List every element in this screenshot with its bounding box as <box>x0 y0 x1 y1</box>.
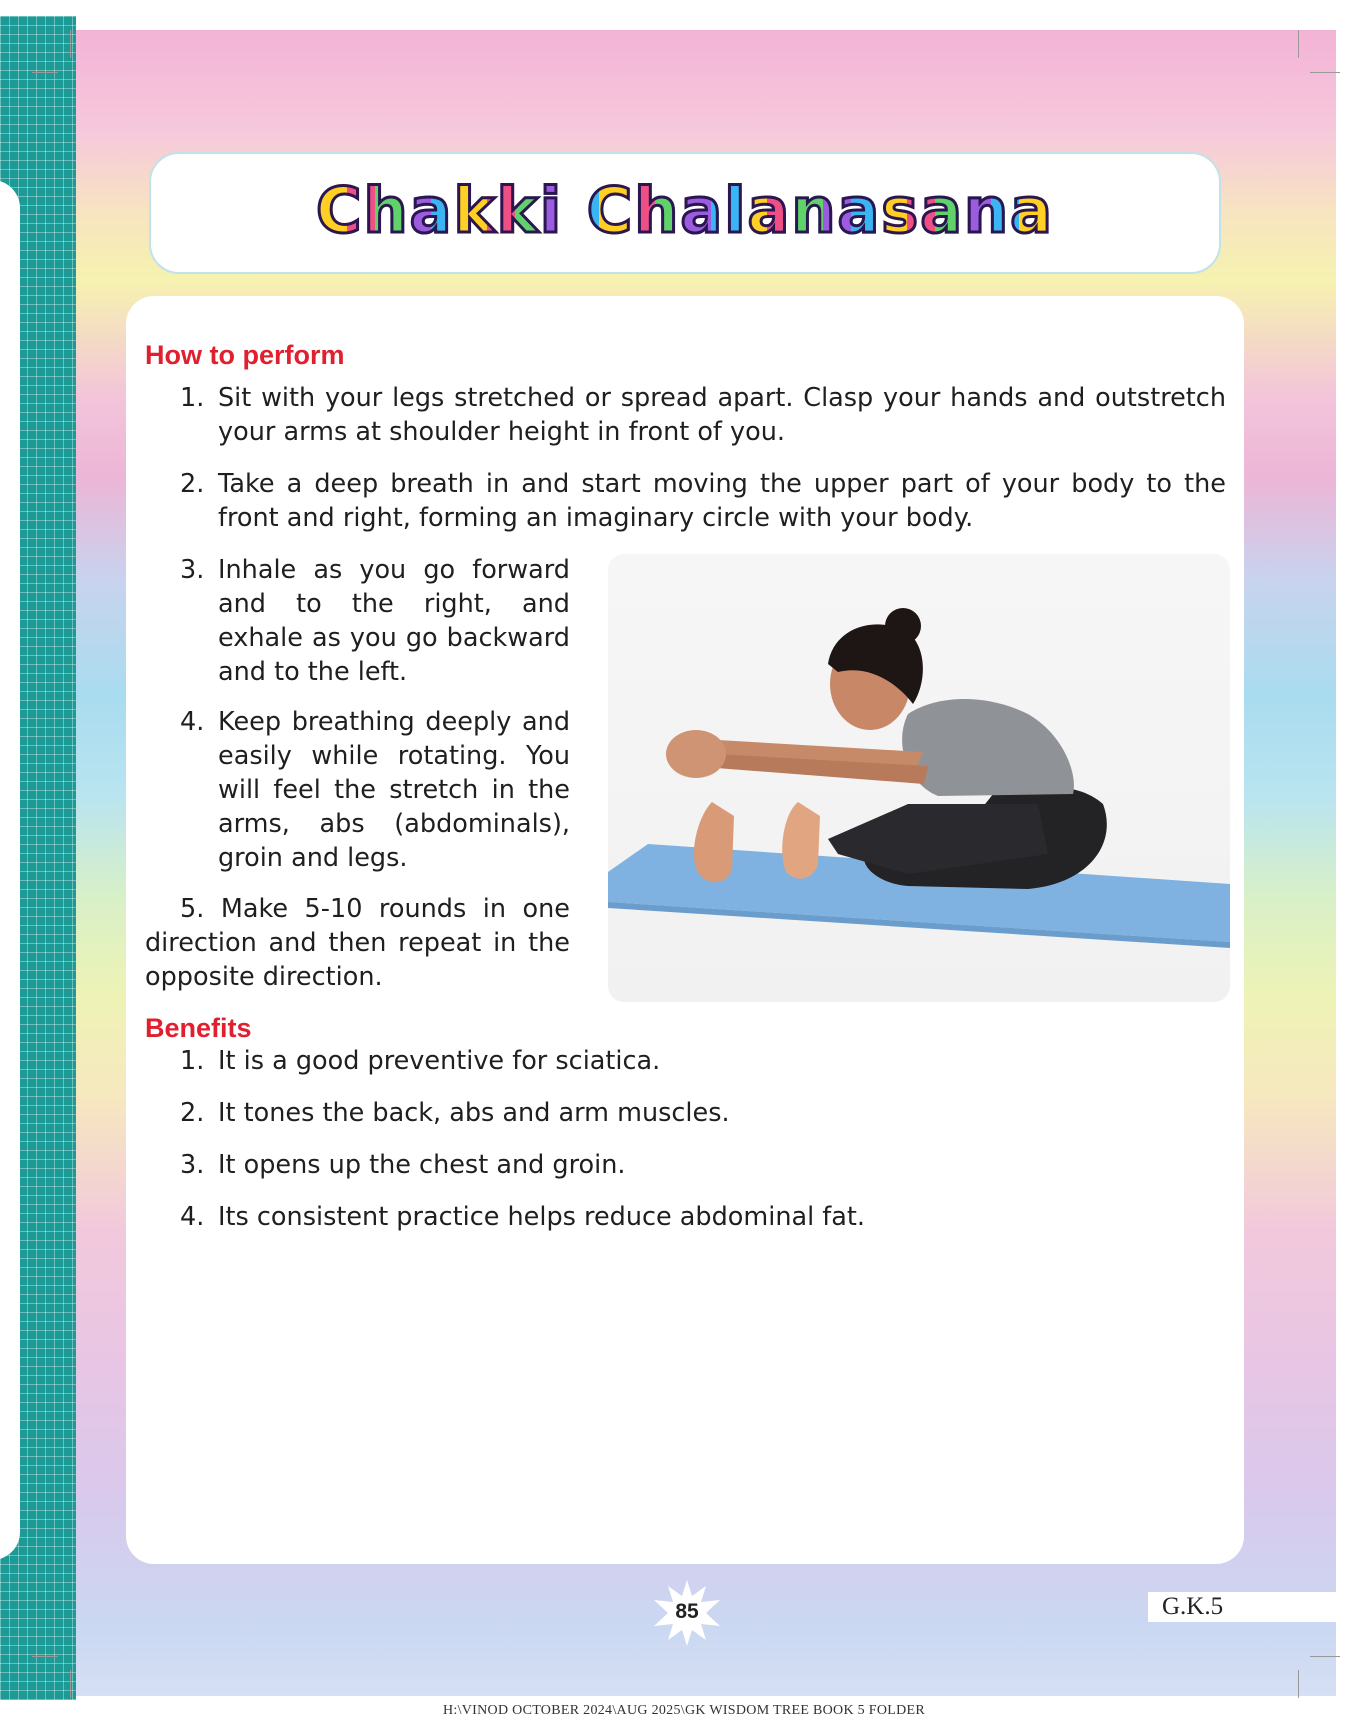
benefits-heading: Benefits <box>145 1013 252 1043</box>
how-to-perform-heading: How to perform <box>145 340 345 370</box>
benefit-item <box>180 1150 625 1180</box>
list-text: Make 5-10 rounds in one direction and then repeat in the opposite direction. <box>145 894 570 992</box>
yoga-pose-photo <box>608 554 1230 1002</box>
benefit-item <box>180 1202 865 1232</box>
list-number: 1. <box>180 383 205 413</box>
crop-mark <box>1310 72 1340 73</box>
list-text: Sit with your legs stretched or spread apart. Clasp your hands and outstretch your arms at shoulder height in front of you. <box>218 383 1226 447</box>
list-number: 3. <box>180 1150 205 1180</box>
list-number: 4. <box>180 707 205 737</box>
list-text: Inhale as you go forward and to the right, and exhale as you go backward and to the left. <box>218 555 570 687</box>
side-tab <box>0 180 20 1560</box>
list-item <box>145 892 570 994</box>
crop-mark <box>1298 1670 1299 1698</box>
benefit-item <box>180 1046 660 1076</box>
list-item <box>180 553 570 689</box>
footer-file-path: H:\VINOD OCTOBER 2024\AUG 2025\GK WISDOM TREE BOOK 5 FOLDER <box>442 1703 926 1718</box>
page-number: 85 <box>675 1600 699 1623</box>
title-card <box>149 152 1221 274</box>
list-item <box>180 381 1226 449</box>
book-code-label: G.K.5 <box>1148 1592 1338 1622</box>
list-item <box>180 705 570 875</box>
benefit-item <box>180 1098 730 1128</box>
list-text: Its consistent practice helps reduce abdominal fat. <box>218 1202 866 1232</box>
list-number: 3. <box>180 555 205 585</box>
crop-mark <box>1298 30 1299 58</box>
list-text: It opens up the chest and groin. <box>218 1150 626 1180</box>
crop-mark <box>32 1656 58 1657</box>
list-text: Take a deep breath in and start moving the upper part of your body to the front and right, forming an imaginary circle with your body. <box>218 469 1226 533</box>
crop-mark <box>1310 1656 1340 1657</box>
list-number: 4. <box>180 1202 205 1232</box>
list-text: It is a good preventive for sciatica. <box>218 1046 661 1076</box>
list-number: 5. <box>180 894 205 924</box>
page-title: Chakki Chalanasana <box>151 174 1219 247</box>
list-number: 2. <box>180 1098 205 1128</box>
crop-mark <box>70 30 71 58</box>
list-item <box>180 467 1226 535</box>
list-text: Keep breathing deeply and easily while rotating. You will feel the stretch in the arms, abs (abdominals), groin and legs. <box>218 707 570 873</box>
crop-mark <box>32 72 58 73</box>
yoga-pose-illustration <box>608 554 1230 1002</box>
crop-mark <box>70 1670 71 1698</box>
page-number-badge <box>654 1580 720 1646</box>
list-number: 1. <box>180 1046 205 1076</box>
list-text: It tones the back, abs and arm muscles. <box>218 1098 730 1128</box>
list-number: 2. <box>180 469 205 499</box>
